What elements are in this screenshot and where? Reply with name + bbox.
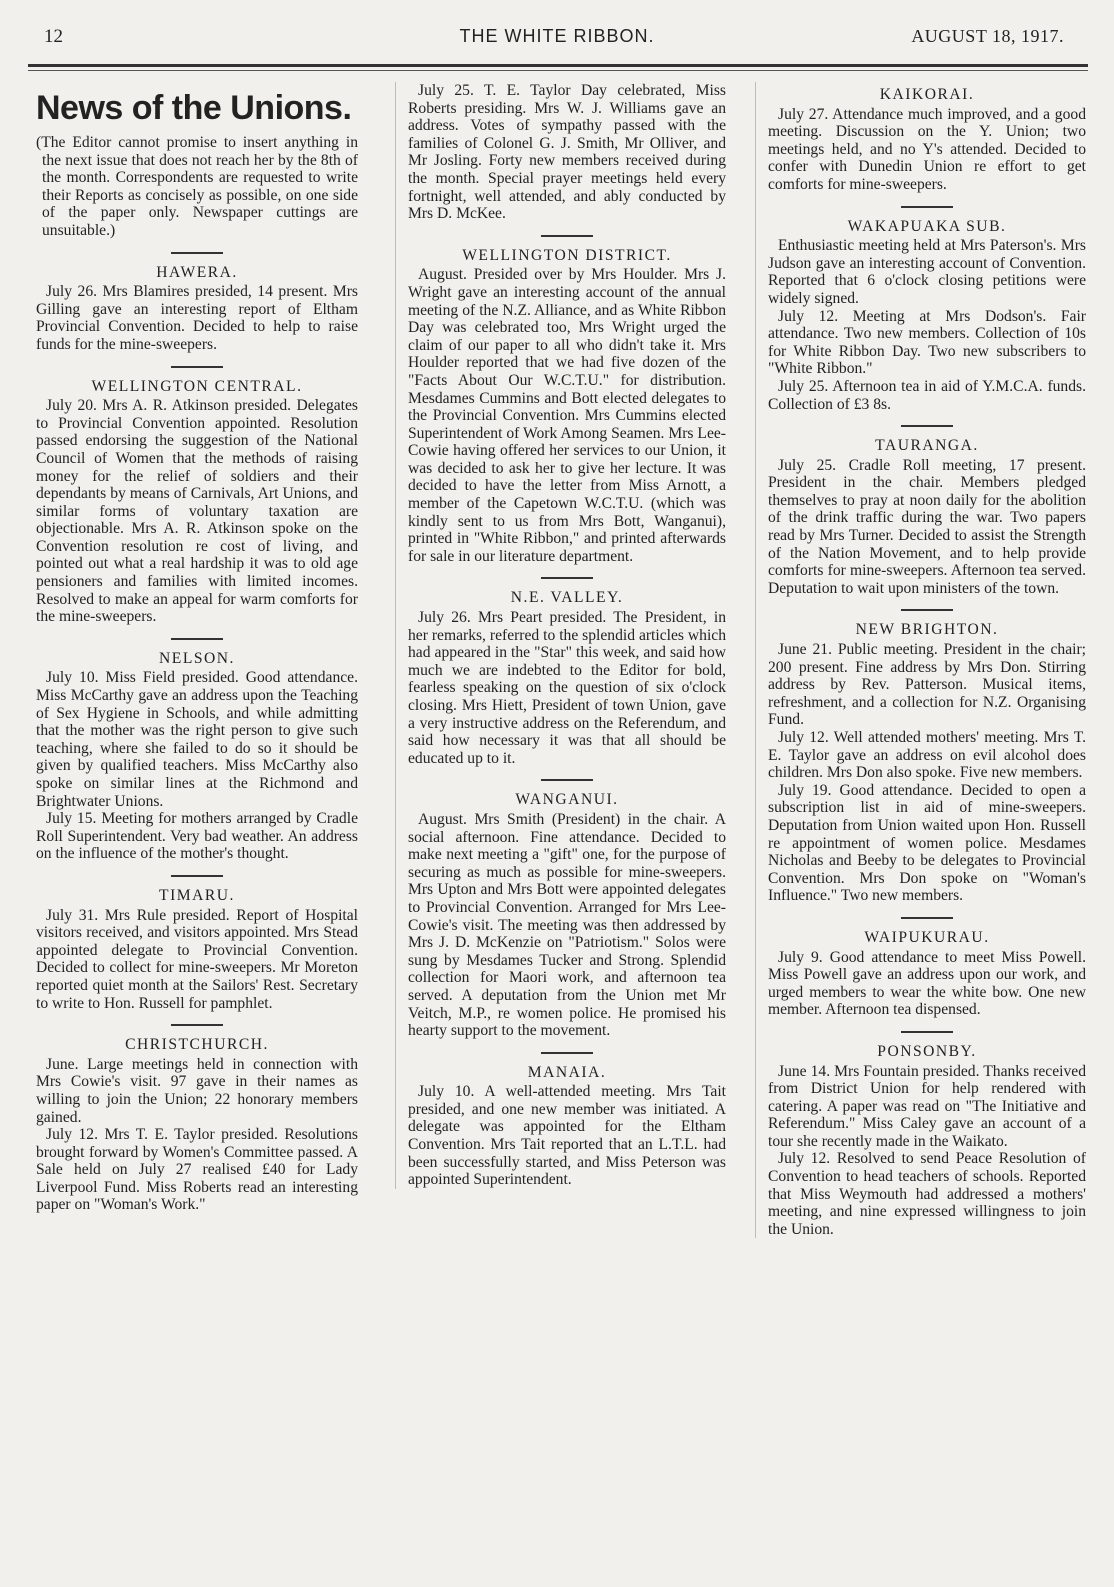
union-heading: HAWERA. [156,263,238,281]
masthead: THE WHITE RIBBON. [459,26,655,46]
union-heading: NEW BRIGHTON. [855,621,999,639]
report-entry: July 26. Mrs Blamires presided, 14 present. Mrs Gilling gave an interesting report of Eltham Provincial Convention. Decided to help to raise funds for the mine-sweepers. [36,283,358,353]
report-entry: July 12. Resolved to send Peace Resolution of Convention to head teachers of schools. Reported that Miss Weymouth had addressed a mothers' meeting, and nine expressed willingness to join the Union. [768,1150,1086,1238]
report-entry: July 12. Mrs T. E. Taylor presided. Resolutions brought forward by Women's Committee passed. A Sale held on July 27 realised £40 for Lady Liverpool Fund. Miss Roberts read an interesting paper on "Woman's Work." [36,1126,358,1214]
section-divider [171,638,223,640]
report-entry: July 9. Good attendance to meet Miss Powell. Miss Powell gave an address upon our work, and urged members to wear the white bow. One new member. Afternoon tea dispensed. [768,948,1086,1019]
report-entry: July 10. Miss Field presided. Good attendance. Miss McCarthy gave an address upon the Teaching of Sex Hygiene in Schools, and while admitting that the mother was the right person to give such teaching, where she failed to do so it should be given by qualified teachers. Miss McCarthy also spoke on similar lines at the Richmond and Brightwater Unions. [36,669,358,810]
section-divider [171,1024,223,1026]
report-entry: July 25. Cradle Roll meeting, 17 present. President in the chair. Members pledged themselves to pray at noon daily for the abolition of the drink traffic during the war. Two papers read by Mrs Turner. Decided to assist the Strength of the Nation Movement, and to help provide comforts for mine-sweepers. Afternoon tea served. Deputation to wait upon ministers of the town. [768,456,1086,597]
column-1-sections [36,252,358,1215]
report-entry: July 25. Afternoon tea in aid of Y.M.C.A. funds. Collection of £3 8s. [768,377,1086,413]
section-divider [541,779,593,781]
section-divider [901,206,953,208]
editor-note: (The Editor cannot promise to insert anything in the next issue that does not reach her by the 8th of the month. Correspondents are requested to write their Reports as concisely as possible, on one side of the paper only. Newspaper cuttings are unsuitable.) [36,134,358,239]
page-header [30,22,1084,52]
section-divider [171,875,223,877]
section-divider [901,425,953,427]
section-divider [901,917,953,919]
page-title: News of the Unions. [36,89,352,127]
report-entry: July 15. Meeting for mothers arranged by Cradle Roll Superintendent. Very bad weather. An address on the influence of the mother's thought. [36,810,358,863]
column-3 [755,82,1086,1238]
page-number: 12 [44,26,63,47]
report-entry: July 25. T. E. Taylor Day celebrated, Miss Roberts presiding. Mrs W. J. Williams gave an address. Votes of sympathy passed with the families of Colonel G. J. Smith, Mr Olliver, and Mr Josling. Forty new members received during the month. Special prayer meetings held every fortnight, well attended, and ably conducted by Mrs D. McKee. [408,82,726,223]
column-2 [395,82,726,1189]
report-entry: June. Large meetings held in connection with Mrs Cowie's visit. 97 gave in their names as willing to join the Union; 22 honorary members gained. [36,1055,358,1126]
section-divider [541,235,593,237]
union-heading: PONSONBY. [877,1042,977,1060]
report-entry: July 27. Attendance much improved, and a good meeting. Discussion on the Y. Union; two meetings held, and no Y's attended. Decided to confer with Dunedin Union re effort to get comforts for mine-sweepers. [768,105,1086,193]
report-entry: July 12. Meeting at Mrs Dodson's. Fair attendance. Two new members. Collection of 10s for White Ribbon Day. Two new subscribers to "White Ribbon." [768,307,1086,378]
union-heading: WELLINGTON DISTRICT. [462,246,672,264]
report-entry: Enthusiastic meeting held at Mrs Paterson's. Mrs Judson gave an interesting account of Convention. Reported that 6 o'clock closing petitions were widely signed. [768,237,1086,307]
report-entry: July 31. Mrs Rule presided. Report of Hospital visitors received, and visitors appointed. Mrs Stead appointed delegate to Provincial Convention. Decided to collect for mine-sweepers. Mr Moreton reported quiet month at the Sailors' Rest. Secretary to write to Hon. Russell for pamphlet. [36,906,358,1012]
section-divider [901,1031,953,1033]
section-divider [171,252,223,254]
report-entry: August. Mrs Smith (President) in the chair. A social afternoon. Fine attendance. Decided to make next meeting a "gift" one, for the purpose of securing as much as possible for mine-sweepers. Mrs Upton and Mrs Bott were appointed delegates to Provincial Convention. Arranged for Mrs Lee-Cowie's visit. The meeting was then addressed by Mrs J. D. McKenzie on "Patriotism." Solos were sung by Mesdames Tucker and Strong. Splendid collection for Maori work, and afternoon tea served. A deputation from the Union met Mr Veitch, M.P., re women police. He promised his hearty support to the movement. [408,810,726,1040]
report-entry: June 14. Mrs Fountain presided. Thanks received from District Union for help rendered with catering. A paper was read on "The Initiative and Referendum." Miss Caley gave an account of a tour she recently made in the Waikato. [768,1062,1086,1150]
issue-date: AUGUST 18, 1917. [911,26,1064,46]
union-heading: WANGANUI. [515,791,619,809]
header-rule [28,64,1088,67]
section-divider [901,609,953,611]
report-entry: July 12. Well attended mothers' meeting. Mrs T. E. Taylor gave an address on evil alcohol does children. Mrs Don also spoke. Five new members. [768,729,1086,782]
report-entry: July 19. Good attendance. Decided to open a subscription list in aid of mine-sweepers. Deputation from Union waited upon Hon. Russell re appointment of women police. Mesdames Nicholas and Beeby to be delegates to Provincial Convention. Mrs Don spoke on "Woman's Influence." Two new members. [768,781,1086,905]
report-entry: August. Presided over by Mrs Houlder. Mrs J. Wright gave an interesting account of the annual meeting of the N.Z. Alliance, and as White Ribbon Day was celebrated too, Mrs Wright urged the claim of our paper to all who didn't take it. Mrs Houlder reported that we had five dozen of the "Facts About Our W.C.T.U." for distribution. Mesdames Cummins and Bott elected delegates to the Provincial Convention. Mrs Cummins elected Superintendent of Work Among Seamen. Mrs Lee-Cowie having offered her services to our Union, it was decided to ask her to give her lecture. It was decided to have the letter from Miss Arnott, a member of the Capetown W.C.T.U. (which was kindly sent to us from Mrs Bott, Wanganui), printed in "White Ribbon," and printed afterwards for sale in our literature department. [408,266,726,565]
header-rule-thin [28,70,1088,71]
union-heading: WAKAPUAKA SUB. [847,217,1007,235]
report-entry: July 10. A well-attended meeting. Mrs Tait presided, and one new member was initiated. A delegate was appointed for the Eltham Convention. Mrs Tait reported that an L.T.L. had been successfully started, and Miss Peterson was appointed Superintendent. [408,1083,726,1189]
report-entry: July 26. Mrs Peart presided. The President, in her remarks, referred to the splendid articles which had appeared in the "Star" this week, and said how much we are indebted to the Editor for bold, fearless speaking on the question of six o'clock closing. Mrs Hiett, President of town Union, gave a very instructive address on the Referendum, and said how necessary it was that all should be educated up to it. [408,609,726,767]
section-divider [541,577,593,579]
union-heading: WAIPUKURAU. [864,928,990,946]
union-heading: N.E. VALLEY. [510,589,624,607]
union-heading: NELSON. [159,649,235,667]
section-divider [541,1052,593,1054]
section-divider [171,366,223,368]
column-2-sections [408,82,726,1189]
report-entry: June 21. Public meeting. President in the chair; 200 present. Fine address by Mrs Don. Stirring address by Rev. Patterson. Musical items, refreshment, and a collection for N.Z. Organising Fund. [768,641,1086,729]
union-heading: WELLINGTON CENTRAL. [91,377,303,395]
column-3-sections [768,86,1086,1238]
union-heading: TAURANGA. [875,437,979,455]
union-heading: CHRISTCHURCH. [125,1036,269,1054]
union-heading: TIMARU. [159,886,235,904]
union-heading: MANAIA. [527,1063,607,1081]
column-1 [36,82,358,1214]
report-entry: July 20. Mrs A. R. Atkinson presided. Delegates to Provincial Convention appointed. Resolution passed endorsing the suggestion of the National Council of Women that the methods of raising money for the relief of soldiers and their dependants by means of Carnivals, Art Unions, and similar forms of voluntary taxation are objectionable. Mrs A. R. Atkinson spoke on the Convention resolution re cost of living, and pointed out what a real hardship it was to old age pensioners and families with limited incomes. Resolved to make an appeal for warm comforts for the mine-sweepers. [36,397,358,626]
union-heading: KAIKORAI. [879,86,975,103]
